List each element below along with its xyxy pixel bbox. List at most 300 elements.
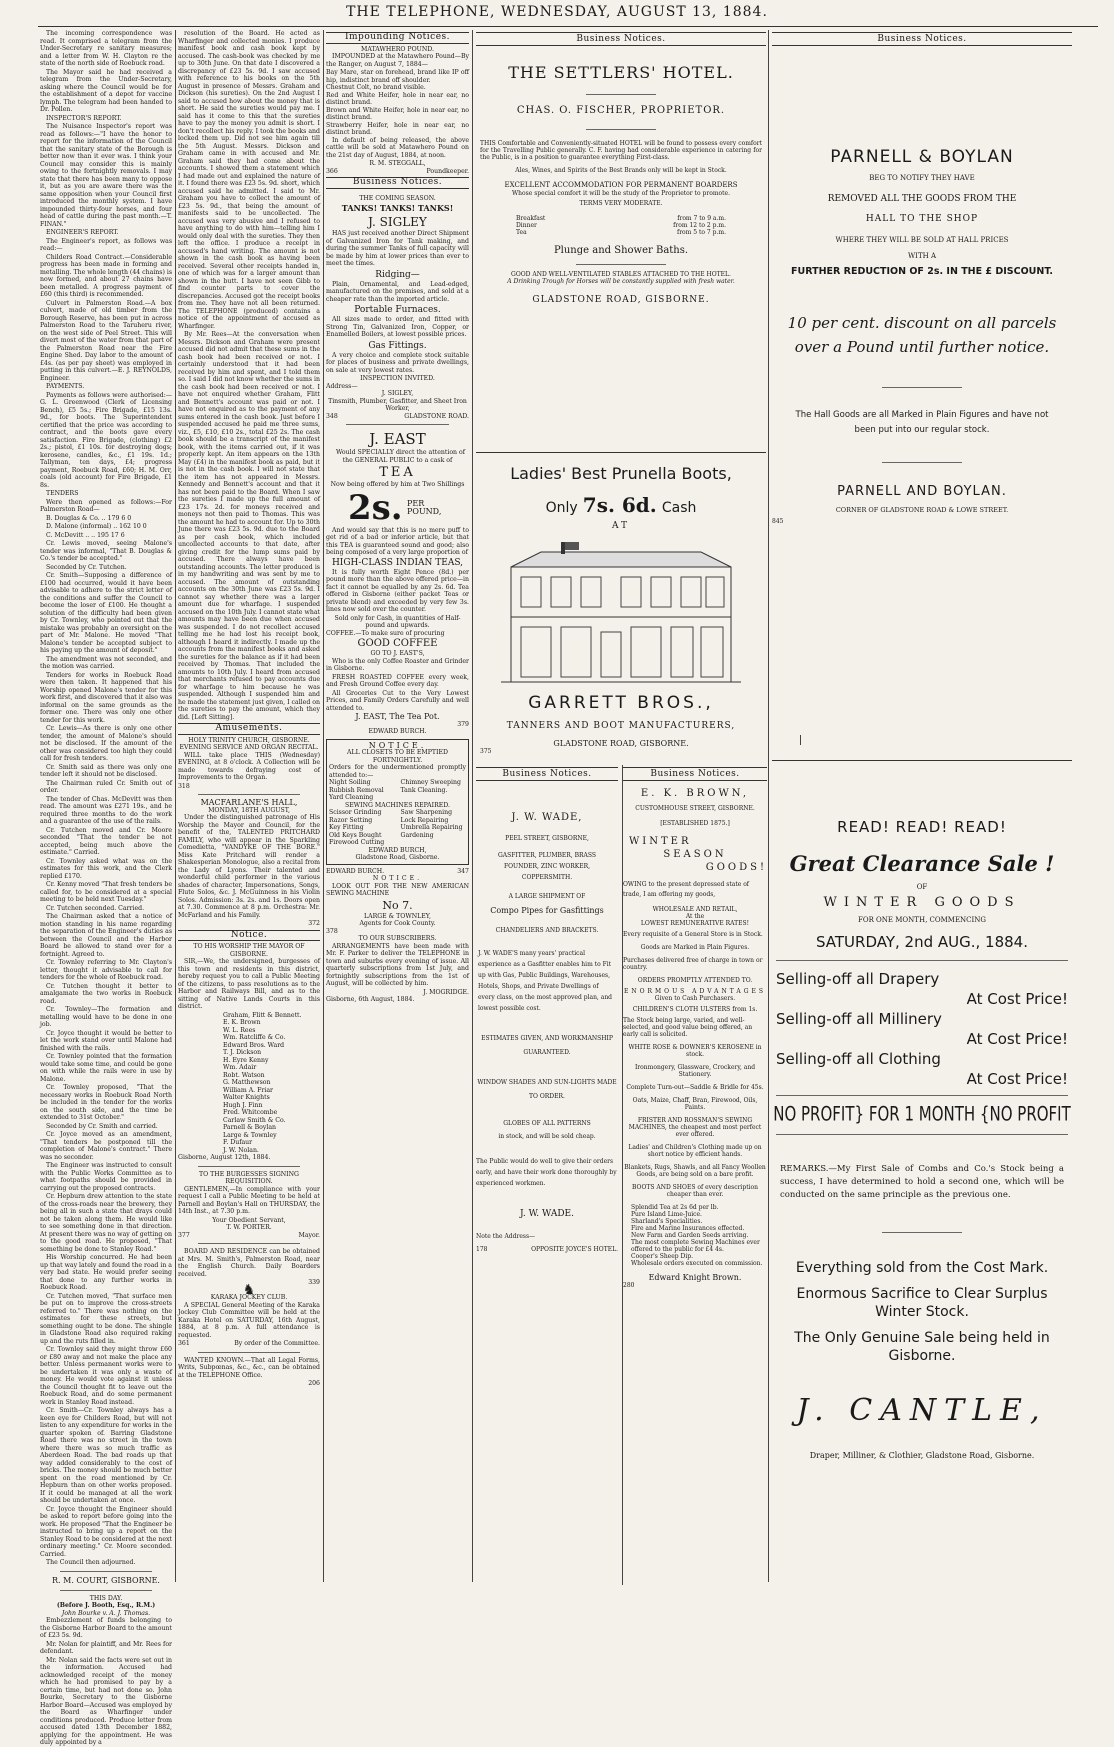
paragraph: Payments as follows were authorised:—G. L. Greenwood (Clerk of Licensing Bench), £5 5s.; Fire Brigade, £15 13s. 9d., for boots. The Superintendent certified that the price was according to contract, and the boots gave every satisfaction. Fire Brigade, (clothing) £2 2s.; pistol, £1 10s. for destroying dogs; kerosene, candles, &c., £1 19s. 1d.; Tallyman, ten days, £4; progress payment, Roebuck Road, £60; H. M. Orr, coals (old account) for Fire Brigade, £1 8s. — [40, 391, 172, 489]
brown-special-item: Fire and Marine Insurances effected. — [631, 1225, 745, 1232]
parnell-removed: REMOVED ALL THE GOODS FROM THE — [827, 194, 1017, 204]
cantle-cost-2: At Cost Price! — [966, 1030, 1068, 1048]
per-pound: PER POUND, — [407, 499, 442, 516]
signer-name: Walter Knights — [223, 1094, 270, 1101]
garrett-at: AT — [611, 521, 630, 531]
settlers-trough: A Drinking Trough for Horses will be constantly supplied with fresh water. — [507, 278, 735, 285]
tea-price: 2s. — [348, 487, 403, 528]
paragraph: Cr. Townley referring to Mr. Clayton's letter, thought it advisable to call for tenders for the whole of Roebuck road. — [40, 959, 172, 981]
burch-closets: ALL CLOSETS TO BE EMPTIED FORTNIGHTLY. — [347, 749, 448, 764]
brown-at-the: At the — [685, 913, 705, 920]
parnell-beg: BEG TO NOTIFY THEY HAVE — [869, 174, 975, 182]
brown-number: 280 — [623, 1282, 635, 1289]
paragraph: Cr. Tutchen thought it better to amalgamate the two works in Roebuck road. — [40, 982, 172, 1005]
brown-specials-list — [623, 1204, 767, 1267]
parnell-number: 845 — [772, 518, 784, 525]
board-number: 339 — [308, 1279, 320, 1286]
signer-name: Parnell & Boylan — [223, 1124, 276, 1131]
burch-repair: Gardening — [400, 831, 434, 839]
impound-item: Red and White Heifer, hole in near ear, no distinct brand. — [326, 91, 469, 106]
jockey-number: 361 — [178, 1340, 190, 1347]
brown-plain: Goods are Marked in Plain Figures. — [640, 944, 750, 951]
paragraph: PAYMENTS. — [46, 383, 85, 390]
burch-number: 347 — [457, 867, 469, 875]
cantle-month: FOR ONE MONTH, COMMENCING — [857, 916, 987, 924]
coffee-body-2: FRESH ROASTED COFFEE every week, and Fresh Ground Coffee every day. — [326, 673, 469, 688]
meal-time: from 7 to 9 a.m. — [677, 215, 726, 222]
notice-body: SIR,—We, the undersigned, burgesses of this town and residents in this district, hereby request you to call a Public Meeting of the citizens, to pass resolutions as to the Harbor and Railways Bill, and as to the sitting of Native Lands Courts in this district. — [178, 958, 320, 1010]
brown-blankets: Blankets, Rugs, Shawls, and all Fancy Woollen Goods, are being sold on a bare profit. — [624, 1164, 766, 1178]
column-rule — [323, 30, 324, 1582]
parnell-header: Business Notices. — [772, 32, 1072, 46]
address-label: Address— — [326, 382, 358, 390]
wade-street: PEEL STREET, GISBORNE, — [505, 835, 589, 842]
settlers-road: GLADSTONE ROAD, GISBORNE. — [532, 295, 710, 305]
paragraph: By Mr. Rees—At the conversation when Messrs. Dickson and Graham were present accused did not admit that these sums in the cash book had been received or not. I certainly understood that it had been received by him and spent, and I told them so. I said I did not know whether the sums in the cash book had been received or not. I have not enquired whether Graham, Flitt and Bennett's account was paid or not. I have not enquired as to the payment of any sums entered in the cash book. Just before I suspended accused he paid me three sums, viz., £5, £10, £10 2s., total £25 2s. The cash book should be a transcript of the manifest book, with the items carried out, if it was properly kept. An item appears on the 13th May (£4) in the manifest book as paid, but it is not in the cash book. I will not state that the item has not appeared in Messrs. Kennedy and Bennett's account and that it has not been paid to the Board. When I saw the sureties I made up the full amount of £23 17s. 2d. for moneys received and moneys not then paid to Thomas. This was the amount he had to account for. Up to 30th June there was £23 5s. 9d. due to the Board as per cash book, which included uncollected accounts to that date, after giving credit for the lump sums paid by accused. There always have been outstanding accounts. The letter produced is in my handwriting and was sent by me to accused. The amount of outstanding accounts on the 30th June was £23 5s. 9d. I cannot say whether there was a larger amount due for wharfage. I suspended accused on the 10th July. I cannot state what amounts may have been due when accused was suspended. I do not recollect accused telling me he had lost his receipt book, although I heard it indirectly. I made up the accounts from the manifest books and asked the sureties for the balance as if it had been received by Thomas. That included the amounts to 10th July. I heard from accused that merchants refused to pay accounts due for wharfage to him because he was suspended. Although I suspended him and he made the statement just given, I called on the sureties to pay the amount, which they did. [Left Sitting]. — [178, 331, 320, 721]
brown-body-1: OWING to the present depressed state of trade, I am offering my goods, — [623, 881, 750, 898]
indian-teas: HIGH-CLASS INDIAN TEAS, — [331, 557, 464, 568]
settlers-body: THIS Comfortable and Conveniently-situated HOTEL will be found to possess every comfort for the Travelling Public generally. C. F. having had considerable experience in catering for the Public, is in a position to guarantee everything First-class. — [480, 140, 762, 161]
cantle-of: OF — [916, 883, 928, 891]
paragraph: The Engineer was instructed to consult with the Public Works Committee as to what footpaths should be provided in carrying out the proposed contracts. — [40, 1162, 172, 1192]
paragraph: ENGINEER'S REPORT. — [46, 229, 119, 236]
amusements-header: Amusements. — [178, 723, 320, 735]
signer-name: Carlaw Smith & Co. — [223, 1116, 286, 1124]
parnell-discount-2: over a Pound until further notice. — [794, 338, 1050, 356]
east-number: 379 — [457, 720, 469, 728]
impound-header: Impounding Notices. — [326, 32, 469, 44]
brown-requisite: Every requisite of a General Store is in Stock. — [623, 931, 763, 938]
paragraph: Cr. Smith—Cr. Townley always has a keen eye for Childers Road, but will not listen to any expenditure for works in the quarter spoken of. Barring Gladstone Road there was no street in the town where there was so much traffic as Aberdeen Road. The bad roads up that way added considerably to the cost of bricks. The money should be much better spent on the road mentioned by Cr. Hepburn than on other works proposed. If it could be managed at all the work should be undertaken at once. — [40, 1407, 172, 1504]
settlers-ales: Ales, Wines, and Spirits of the Best Brands only will be kept in Stock. — [515, 167, 727, 174]
cantle-ad — [772, 760, 1072, 1586]
gas-body: A very choice and complete stock suitable for places of business and private dwellings, on sale at very lowest rates. — [326, 351, 469, 374]
paragraph: Cr. Townley pointed that the formation would take some time, and could be gone on with while the rails were in use by Malone. — [40, 1053, 172, 1083]
column-rule — [472, 30, 473, 1582]
impound-item: Strawberry Heifer, hole in near ear, no distinct brand. — [326, 121, 469, 136]
brown-goods: GOODS! — [705, 862, 767, 873]
paragraph: Cr. Joyce thought it would be better to let the work stand over until Malone had finished with the rails. — [40, 1029, 172, 1052]
paragraph: Cr. Lewis moved, seeing Malone's tender was informal, "That B. Douglas & Co.'s tender be accepted." — [40, 540, 172, 562]
wade-number: 178 — [476, 1246, 488, 1253]
burch-service: Tank Cleaning. — [400, 786, 448, 794]
parnell-name: PARNELL & BOYLAN — [830, 147, 1014, 167]
storefront-illustration — [501, 537, 741, 687]
meal-name: Tea — [516, 229, 527, 236]
brown-wholesale: WHOLESALE AND RETAIL, — [652, 906, 738, 913]
settlers-header: Business Notices. — [476, 32, 766, 46]
burch-repair: Key Fitting — [329, 824, 364, 831]
paragraph: Childers Road Contract.—Considerable progress has been made in forming and metalling. The whole length (44 chains) is now formed, and about 27 chains have been metalled. A progress payment of £60 (this third) is recommended. — [40, 253, 172, 298]
burch-sign: EDWARD BURCH, — [368, 846, 427, 854]
good-coffee: GOOD COFFEE — [357, 638, 438, 649]
court-case: John Bourke v. A. J. Thomas. — [61, 1609, 151, 1617]
impound-items — [326, 69, 469, 137]
cantle-cost-1: At Cost Price! — [966, 990, 1068, 1008]
impound-number: 366 — [326, 167, 338, 175]
column-rule — [768, 30, 769, 1582]
cantle-winter: WINTER GOODS — [823, 895, 1021, 910]
garrett-number: 375 — [480, 748, 492, 755]
column-impounding-and-business — [326, 30, 469, 1585]
brown-stock: The Stock being large, varied, and well-selected, and good value being offered, an early call is solicited. — [623, 1017, 753, 1038]
signer-name: J. W. Nolan. — [223, 1146, 259, 1154]
tanks-heading: TANKS! TANKS! TANKS! — [341, 203, 454, 213]
notice-date: Gisborne, August 12th, 1884. — [178, 1154, 271, 1161]
paragraph: The incoming correspondence was read. It comprised a telegram from the Under-Secretary re sanitary measures; and a letter from W. H. Clayton re the state of the north side of Roebuck road. — [40, 30, 172, 67]
paragraph: Embezzlement of funds belonging to the Gisborne Harbor Board to the amount of £23 5s. 9d. — [40, 1617, 172, 1639]
brown-orders: ORDERS PROMPTLY ATTENDED TO. — [637, 977, 753, 984]
burch-notice: NOTICE. — [368, 740, 427, 750]
ridging-body: Plain, Ornamental, and Lead-edged, manufactured on the premises, and sold at a cheaper rate than the imported article. — [326, 280, 469, 303]
brown-oats: Oats, Maize, Chaff, Bran, Firewood, Oils, Paints. — [632, 1097, 758, 1111]
wade-note: Note the Address— — [476, 1233, 536, 1240]
brown-sewing: FRISTER AND ROSSMAN'S SEWING MACHINES, the cheapest and most perfect ever offered. — [628, 1117, 762, 1138]
brown-established: [ESTABLISHED 1875.] — [660, 820, 730, 827]
brown-header: Business Notices. — [623, 767, 767, 781]
signer-name: G. Matthewson — [223, 1079, 271, 1086]
paragraph: His Worship concurred. He had been up that way lately and found the road in a very bad state. He would prefer seeing that done to any further works in Roebuck Road. — [40, 1254, 172, 1291]
wade-opposite: OPPOSITE JOYCE'S HOTEL. — [531, 1246, 618, 1253]
cantle-millinery: Selling-off all Millinery — [776, 1010, 942, 1028]
paragraph: Tenders for works in Roebuck Road were then taken. It happened that his Worship opened Malone's tender for this work first, and discovered that it also was informal on the same grounds as the former one. There was only one other tender for this work. — [40, 671, 172, 724]
gas-heading: Gas Fittings. — [368, 340, 427, 351]
wade-trade-1: GASFITTER, PLUMBER, BRASS — [498, 852, 596, 859]
wade-trade-3: COPPERSMITH. — [521, 874, 573, 881]
parnell-marked: The Hall Goods are all Marked in Plain Figures and have not been put into our regular stock. — [795, 410, 1049, 435]
large-townley: LARGE & TOWNLEY, — [364, 912, 431, 920]
paragraph: Cr. Smith—Supposing a difference of £100 had occurred, would it have been advisable to adhere to the strict letter of the conditions and suffer the Council to become the loser of £100. He thought a solution of the difficulty had been given by Cr. Townley, who pointed out that the mistake was probably an oversight on the part of Mr. Malone. He moved "That Malone's tender be accepted subject to his paying up the amount of deposit." — [40, 572, 172, 654]
wade-pipes: Compo Pipes for Gasfittings — [490, 906, 604, 915]
paragraph: Cr. Lewis—As there is only one other tender, the amount of Malone's should not be disclosed. If the amount of the other was considered too high they could call for fresh tenders. — [40, 725, 172, 762]
brown-winter: WINTER — [629, 836, 692, 847]
east-intro: Would SPECIALLY direct the attention of the GENERAL PUBLIC to a cask of — [335, 449, 466, 464]
court-title: R. M. COURT, GISBORNE. — [52, 1575, 160, 1585]
settlers-proprietor: CHAS. O. FISCHER, PROPRIETOR. — [516, 105, 726, 116]
meal-row — [516, 222, 726, 229]
wade-body: J. W. WADE'S many years' practical experience as a Gasfitter enables him to Fit up with Gas, Public Buildings, Warehouses, Hotels, Shops, and Private Dwellings of every class, on the most approved plan, and lowest possible cost. — [478, 950, 613, 1012]
wade-globes: GLOBES OF ALL PATTERNS — [503, 1120, 591, 1127]
board-body: BOARD AND RESIDENCE can be obtained at Mrs. M. Smith's, Palmerston Road, near the English Church. Daily Boarders received. — [178, 1248, 320, 1278]
cantle-remarks: REMARKS.—My First Sale of Combs and Co.'s Stock being a success, I have determined to hold a second one, which will be conducted on the same principle as the previous one. — [780, 1164, 1064, 1200]
burgess-body: GENTLEMEN,—In compliance with your request I call a Public Meeting to be held at Parnell and Boylan's Hall on THURSDAY, the 14th Inst., at 7.30 p.m. — [178, 1185, 320, 1215]
paragraph: Culvert in Palmerston Road.—A box culvert, made of old timber from the Borough Reserve, has been put in across Palmerston Road to the Taruheru river, on the west side of Peel Street. This will divert most of the water from that part of the Palmerston Road near the Fire Engine Shed. Day labor to the amount of £4s. (as per pay sheet) was employed in putting in this culvert.—E. J. REYNOLDS, Engineer. — [40, 299, 172, 382]
sigley-address-road: GLADSTONE ROAD. — [404, 412, 469, 420]
garrett-bros-ad — [476, 452, 766, 763]
jockey-body: A SPECIAL General Meeting of the Karaka Jockey Club Committee will be held at the Karaka Hotel on SATURDAY, 16th August, 1884, at 8 p.m. A full attendance is requested. — [178, 1301, 320, 1339]
masthead: THE TELEPHONE, WEDNESDAY, AUGUST 13, 1884. — [346, 4, 768, 20]
jockey-title: KARAKA JOCKEY CLUB. — [210, 1294, 288, 1301]
burch-sewing: SEWING MACHINES REPAIRED. — [345, 801, 450, 809]
east-body-2: It is fully worth Eight Pence (8d.) per pound more than the above offered price—in fact it cannot be equalled by any 2s. 6d. Tea offered in Gisborne (either packet Teas or private blend) and exceeded by very few 3s. lines now sold over the counter. — [326, 568, 469, 613]
signer-name: F. Dufaur — [223, 1139, 253, 1146]
coffee-note: COFFEE.—To make sure of procuring — [326, 629, 445, 637]
brown-ulsters: CHILDREN'S CLOTH ULSTERS from 1s. — [632, 1006, 758, 1013]
brown-special-item: Sharland's Specialities. — [631, 1218, 703, 1225]
church-number: 318 — [178, 782, 190, 790]
sigley-address-trade: Tinsmith, Plumber, Gasfitter, and Sheet Iron Worker, — [328, 397, 467, 412]
garrett-price: 7s. 6d. — [582, 493, 657, 517]
paragraph: Cr. Townley—The formation and metalling would have to be done in one job. — [40, 1006, 172, 1028]
signer-name: Wm. Adair — [223, 1064, 257, 1071]
burch-address: Gladstone Road, Gisborne. — [355, 854, 440, 861]
settlers-terms: TERMS VERY MODERATE. — [579, 200, 663, 207]
paragraph: INSPECTOR'S REPORT. — [46, 114, 122, 122]
paragraph: Cr. Townley said they might throw £60 or £80 away and not make the place any better. Unless permanent works were to be undertaken it was only a waste of money. He would vote against it unless the Council thought fit to leave out the Roebuck Road, and do some permanent work in Stanley Road instead. — [40, 1346, 172, 1406]
wade-shipment: A LARGE SHIPMENT OF — [508, 893, 586, 900]
council-report-text — [40, 30, 172, 1567]
wade-shades: WINDOW SHADES AND SUN-LIGHTS MADE TO ORDER. — [477, 1079, 617, 1100]
paragraph: D. Malone (informal) .. 162 10 0 — [46, 523, 147, 530]
east-name: J. EAST — [369, 430, 426, 448]
paragraph: The Chairman ruled Cr. Smith out of order. — [40, 779, 172, 794]
burch-repair: Scissor Grinding — [329, 809, 382, 816]
parnell-hall: HALL TO THE SHOP — [865, 214, 979, 224]
impound-item: Brown and White Heifer, hole in near ear, no distinct brand. — [326, 106, 469, 121]
paragraph: Mr. Nolan for plaintiff, and Mr. Rees for defendant. — [40, 1640, 172, 1655]
tea-heading: TEA — [379, 465, 416, 480]
sigley-body: HAS just received another Direct Shipment of Galvanized Iron for Tank making, and during the summer Tanks of full capacity will be made by him at lower prices than ever to meet the times. — [326, 230, 469, 267]
hall-body: Under the distinguished patronage of His Worship the Mayor and Council, for the benefit of the, TALENTED PRITCHARD FAMILY, who will appear in the Sparkling Comedietta, "VANDYKE OF THE BORE." Miss Kate Pritchard will render a Shakesperian Monologue, also a recital from the Lady of Lyons. Their talented and wonderful child performer in the various shades of character, Impersonations, Songs, Flute Solos, &c. J. McGuinness in his Violin Solos. Admission: 3s. 2s. and 1s. Doors open at 7.30. Commence at 8 p.m. Orchestra: Mr. McFarland and his Family. — [178, 814, 320, 919]
cantle-only: The Only Genuine Sale being held in Gisborne. — [794, 1330, 1050, 1364]
column-council-report — [40, 30, 172, 1746]
garrett-address: GLADSTONE ROAD, GISBORNE. — [553, 739, 689, 748]
burch-service: Yard Cleaning — [329, 794, 374, 801]
brown-street: CUSTOMHOUSE STREET, GISBORNE. — [635, 805, 755, 812]
signer-name: T. J. Dickson — [223, 1049, 262, 1056]
signer-name: William A. Friar — [223, 1086, 273, 1094]
paragraph: Mr. Nolan said the facts were set out in the information. Accused had acknowledged receipt of the money which he had promised to pay by a certain time, but had not done so. John Bourke, Secretary to the Gisborne Harbor Board—Accused was employed by the Board as Wharfinger under conditions produced. Produce letter from accused dated 13th December 1882, applying for the appointment. He was duly appointed by a — [40, 1656, 172, 1746]
signer-name: Robt. Watson — [223, 1071, 265, 1079]
east-sign: J. EAST, The Tea Pot. — [355, 712, 440, 721]
burch-box — [326, 739, 469, 865]
sigley-number: 348 — [326, 412, 338, 420]
paragraph: The Council then adjourned. — [46, 1559, 136, 1566]
signer-name: H. Eyre Kenny — [223, 1056, 269, 1064]
impound-place: MATAWHERO POUND. — [360, 45, 434, 53]
meal-name: Dinner — [516, 222, 537, 229]
wanted-body: WANTED KNOWN.—That all Legal Forms, Writs, Subpœnas, &c., &c., can be obtained at the TELEPHONE Office. — [178, 1356, 320, 1379]
burch-orders: Orders for the undermentioned promptly attended to:— — [329, 764, 466, 779]
signers-list — [178, 1012, 320, 1155]
wade-name: J. W. WADE, — [511, 812, 583, 823]
burch-repair: Razor Setting — [329, 816, 373, 824]
wade-sign: J. W. WADE. — [520, 1209, 574, 1219]
wanted-number: 206 — [308, 1380, 320, 1387]
settlers-hotel-ad — [476, 30, 766, 450]
paragraph: Seconded by Cr. Tutchen. — [46, 563, 127, 571]
cantle-enormous: Enormous Sacrifice to Clear Surplus Winter Stock. — [796, 1286, 1048, 1320]
settlers-meal-times — [516, 215, 726, 236]
impound-body: IMPOUNDED at the Matawhero Pound—By the Ranger, on August 7, 1884— — [326, 53, 469, 68]
signer-name: Large & Townley — [223, 1131, 277, 1139]
wade-header: Business Notices. — [476, 767, 618, 781]
paragraph: Cr. Townley proposed, "That the necessary works in Roebuck Road North be included in the tender for the works on the south side, and the time be extended to 31st October." — [40, 1084, 172, 1121]
meal-time: from 12 to 2 p.m. — [673, 222, 726, 229]
burch-name: EDWARD BURCH. — [368, 728, 427, 735]
cantle-no-profit: NO PROFIT} FOR 1 MONTH {NO PROFIT — [773, 1102, 1071, 1126]
wade-estimates: ESTIMATES GIVEN, AND WORKMANSHIP GUARANTEED. — [481, 1035, 613, 1056]
cantle-great: Great Clearance Sale ! — [789, 851, 1055, 876]
burgess-title: TO THE BURGESSES SIGNING REQUISITION. — [199, 1170, 299, 1185]
brown-special-item: Cooper's Sheep Dip. — [631, 1253, 694, 1260]
coffee-go: GO TO J. EAST'S, — [370, 650, 425, 657]
wade-globes-2: in stock, and will be sold cheap. — [498, 1133, 596, 1140]
court-continued-text — [178, 30, 320, 721]
brown-season: SEASON — [663, 849, 727, 860]
paragraph: resolution of the Board. He acted as Wharfinger and collected monies. I produce manifest book and cash book kept by accused. The cash-book was checked by me up to 30th June. On that date I discovered a discrepancy of £23 5s. 9d. I saw accused with reference to his books on the 5th August in presence of Messrs. Graham and Dickson (his sureties). On the 2nd August I said to accused how about the money that is short. He said the sureties would pay me. I said has it come to this that the sureties have to pay the money you admit is short. I don't recollect his reply. I took the books and locked them up. Did not see him again till the 5th August. Messrs. Dickson and Graham came in with accused and Mr. Graham said they had come about the accounts. I showed them a statement which I had made out and explained the nature of it. I found there was £23 5s. 9d. short, which accused said he admitted. I said to Mr. Graham you have to collect the amount of £23 5s. 9d., that being the amount of manifests said to be uncollected. The accused was very abusive and I refused to have anything to do with him—telling him I would only deal with the sureties. They then left the office. I produce a receipt in accused's hand writing. The amount is not shown in the cash book as having been received. Several other receipts handed in, one of which was for a larger amount than shown in the butt. I have not seen Gibb to find counter parts to cover the discrepancies. Accused got the receipt books from me. They have not all been returned. The TELEPHONE (produced) contains a notice of the appointment of accused as Wharfinger. — [178, 30, 320, 330]
court-before: (Before J. Booth, Esq., R.M.) — [56, 1602, 156, 1609]
signer-name: Graham, Flitt & Bennett. — [223, 1011, 302, 1019]
paragraph: Cr. Smith said as there was only one tender left it should not be disclosed. — [40, 763, 172, 778]
brown-special-item: The most complete Sewing Machines ever offered to the public for £4 4s. — [631, 1239, 760, 1253]
cantle-cost-3: At Cost Price! — [966, 1070, 1068, 1088]
paragraph: Cr. Tutchen moved, "That surface men be put on to improve the cross-streets referred to." There was nothing on the estimates for these streets, but something ought to be done. The shingle in Gladstone Road also required raking up and the ruts filled in. — [40, 1292, 172, 1345]
burch-service: Rubbish Removal — [329, 786, 384, 794]
burch-services — [329, 779, 466, 802]
column-rule — [800, 735, 801, 745]
settlers-baths: Plunge and Shower Baths. — [553, 245, 689, 256]
jockey-by: By order of the Committee. — [234, 1340, 320, 1347]
lookout-body: LOOK OUT FOR THE NEW AMERICAN SEWING MACHINE — [326, 882, 469, 897]
brown-iron: Ironmongery, Glassware, Crockery, and Stationery. — [634, 1064, 756, 1078]
burch-service: Chimney Sweeping — [400, 779, 461, 786]
impound-role: Poundkeeper. — [426, 167, 469, 175]
church-subtitle: EVENING SERVICE AND ORGAN RECITAL. — [179, 744, 319, 751]
cantle-date: SATURDAY, 2nd AUG., 1884. — [816, 933, 1028, 951]
signer-name: Wm. Ratcliffe & Co. — [223, 1034, 286, 1041]
coming-season: THE COMING SEASON. — [359, 194, 436, 202]
court-day: THIS DAY. — [89, 1594, 123, 1602]
meal-row — [516, 215, 726, 222]
signer-name: Fred. Whitcombe — [223, 1109, 278, 1116]
paragraph: Cr. Kenny moved "That fresh tenders be called for, to be considered at a special meeting to be held next Tuesday." — [40, 881, 172, 903]
tea-offer: Now being offered by him at Two Shillings — [330, 481, 465, 488]
subscribers-date: Gisborne, 6th August, 1884. — [326, 996, 415, 1003]
notice-to: TO HIS WORSHIP THE MAYOR OF GISBORNE. — [193, 943, 305, 958]
sigley-address-name: J. SIGLEY, — [381, 390, 414, 397]
paragraph: B. Douglas & Co. .. 179 6 0 — [46, 514, 132, 522]
inspection-invited: INSPECTION INVITED. — [360, 375, 435, 382]
burch-repair: Firewood Cutting — [329, 839, 385, 846]
meal-row — [516, 229, 726, 236]
paragraph: Cr. Joyce thought the Engineer should be asked to report before going into the work. He proposed "That the Engineer be instructed to bring up a report on the Stanley Road to be considered at the next ordinary meeting." Cr. Moore seconded. Carried. — [40, 1505, 172, 1558]
paragraph: C. McDevitt .. .. 195 17 6 — [46, 531, 125, 539]
subscribers-title: TO OUR SUBSCRIBERS. — [358, 935, 437, 942]
parnell-name-2: PARNELL AND BOYLAN. — [837, 484, 1007, 499]
column-rule — [175, 30, 176, 1582]
wade-public: The Public would do well to give their orders early, and have their work done thoroughly by experienced workmen. — [476, 1158, 617, 1187]
brown-sign: Edward Knight Brown. — [648, 1273, 742, 1282]
cantle-read: READ! READ! READ! — [837, 818, 1007, 836]
brown-ad — [622, 765, 767, 1585]
church-body: WILL take place THIS (Wednesday) EVENING, at 8 o'clock. A Collection will be made towards defraying cost of Improvements to the Organ. — [178, 751, 320, 781]
parnell-with: WITH A — [907, 252, 936, 260]
garrett-name: GARRETT BROS., — [528, 693, 714, 713]
brown-name: E. K. BROWN, — [640, 788, 750, 799]
paragraph: Seconded by Cr. Smith and carried. — [46, 1122, 158, 1130]
east-body: And would say that this is no mere puff to get rid of a bad or inferior article, but that this TEA is guaranteed sound and good; also being composed of a very large proportion of — [326, 526, 469, 556]
settlers-title: THE SETTLERS' HOTEL. — [508, 63, 734, 82]
burgess-sign: T. W. PORTER. — [226, 1224, 272, 1231]
column-court-and-amusements — [178, 30, 320, 1585]
cash-only: Sold only for Cash, in quantities of Half-pound and upwards. — [334, 614, 461, 629]
church-title: HOLY TRINITY CHURCH, GISBORNE. — [188, 736, 310, 744]
subscribers-body: ARRANGEMENTS have been made with Mr. F. Parker to deliver the TELEPHONE in town and suburbs every evening of issue. All quarterly subscriptions from 1st July, and fortnightly subscriptions from the 1st of August, will be collected by him. — [326, 942, 469, 987]
garrett-cash: Cash — [661, 500, 697, 516]
brown-boots: BOOTS AND SHOES of every description cheaper than ever. — [632, 1184, 758, 1198]
cantle-everything: Everything sold from the Cost Mark. — [795, 1260, 1049, 1276]
furnaces-heading: Portable Furnaces. — [354, 305, 441, 315]
groceries: All Groceries Cut to the Very Lowest Prices, and Family Orders Carefully and well attended to. — [326, 689, 469, 712]
brown-special-item: Wholesale orders executed on commission. — [631, 1260, 763, 1267]
brown-turnout: Complete Turn-out—Saddle & Bridle for 45s. — [626, 1084, 764, 1091]
burch-repairs — [329, 809, 466, 847]
garrett-trade: TANNERS AND BOOT MANUFACTURERS, — [506, 721, 736, 731]
lookout-number: No 7. — [382, 898, 413, 912]
paragraph: Cr. Hepburn drew attention to the state of the cross-roads near the brewery, they being all in such a state that drays could not be taken along them. He would like to see something done in that direction. At present there was no way of getting on to the good road. He proposed, "That something be done to Stanley Road." — [40, 1193, 172, 1253]
horse-icon: ♞ — [242, 1281, 256, 1298]
cantle-clothing: Selling-off all Clothing — [776, 1050, 941, 1068]
burgess-mayor: Mayor. — [298, 1231, 320, 1239]
burch-repair: Saw Sharpening — [400, 809, 453, 816]
cantle-name: J. CANTLE, — [796, 1393, 1048, 1428]
burch-repair: Lock Repairing — [400, 816, 449, 824]
notice-header: Notice. — [178, 930, 320, 942]
agents: Agents for Cook County. — [359, 920, 436, 927]
paragraph: Were then opened as follows:—For Palmerston Road— — [40, 498, 172, 513]
paragraph: The amendment was not seconded, and the motion was carried. — [40, 655, 172, 670]
signer-name: Hugh J. Finn — [223, 1101, 263, 1109]
burch-repair: Old Keys Bought — [329, 831, 382, 839]
burch-repair: Umbrella Repairing — [400, 824, 463, 831]
parnell-boylan-ad — [772, 30, 1072, 730]
signer-name: E. K. Brown — [223, 1019, 261, 1026]
garrett-only: Only — [545, 500, 578, 516]
paragraph: The Engineer's report, as follows was read:— — [40, 237, 172, 252]
sigley-name: J. SIGLEY — [368, 215, 427, 229]
cantle-drapery: Selling-off all Drapery — [776, 970, 940, 988]
paragraph: The Mayor said he had received a telegram from the Under-Secretary, asking where the Council would be for the establishment of a depot for vaccine lymph. The telegram had been handed to Dr. Pollen. — [40, 68, 172, 113]
brown-kerosene: WHITE ROSE & DOWNER'S KEROSENE in stock. — [628, 1044, 762, 1058]
brown-special-item: Pure Island Lime-Juice. — [631, 1211, 702, 1218]
wade-ad — [476, 765, 618, 1585]
brown-lowest: LOWEST REMUNERATIVE RATES! — [640, 920, 750, 927]
signer-name: W. L. Rees — [223, 1026, 256, 1034]
brown-special-item: Splendid Tea at 2s 6d per lb. — [631, 1204, 719, 1211]
brown-clothing: Ladies' and Children's Clothing made up on short notice by efficient hands. — [628, 1144, 762, 1158]
impound-item: Chestnut Colt, no brand visible. — [326, 84, 426, 91]
garrett-boots: Ladies' Best Prunella Boots, — [510, 464, 732, 483]
business-header: Business Notices. — [326, 177, 469, 189]
hall-date: MONDAY, 18TH AUGUST, — [208, 806, 290, 814]
wade-chandeliers: CHANDELIERS AND BRACKETS. — [495, 927, 599, 934]
brown-special-item: New Farm and Garden Seeds arriving. — [631, 1232, 749, 1239]
paragraph: Cr. Joyce moved as an amendment, "That tenders be postponed till the completion of Malone's contract." There was no seconder. — [40, 1131, 172, 1161]
burgess-number: 377 — [178, 1231, 190, 1239]
paragraph: The Chairman asked that a notice of motion standing in his name regarding the separation of the Engineer's duties as between the Council and the Harbor Board be allowed to stand over for a fortnight. Agreed to. — [40, 913, 172, 958]
meal-name: Breakfast — [516, 215, 546, 222]
impound-sign: R. M. STEGGALL, — [369, 160, 426, 167]
parnell-where: WHERE THEY WILL BE SOLD AT HALL PRICES — [835, 236, 1009, 244]
paragraph: Cr. Tutchen seconded. Carried. — [46, 904, 145, 912]
ridging-heading: Ridging— — [375, 269, 420, 280]
furnaces-body: All sizes made to order, and fitted with Strong Tin, Galvanized Iron, Copper, or Enamelled Boilers, at lowest possible prices. — [326, 316, 469, 338]
impound-close: In default of being released, the above cattle will be sold at Matawhero Pound on the 21st day of August, 1884, at noon. — [326, 136, 469, 159]
meal-time: from 5 to 7 p.m. — [676, 229, 726, 236]
hall-number: 372 — [308, 920, 320, 927]
paragraph: The tender of Chas. McDevitt was then read. The amount was £271 19s., and he required three months to do the work and a guarantee of the use of the rails. — [40, 795, 172, 825]
